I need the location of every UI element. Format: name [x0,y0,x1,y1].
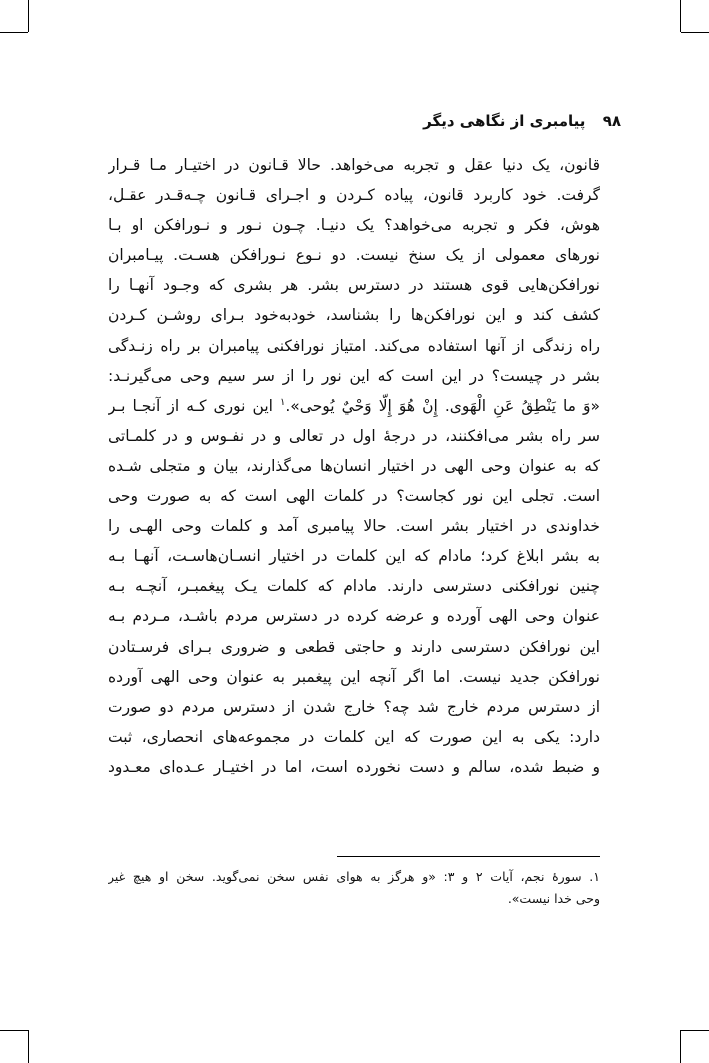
crop-mark-bottom-left [0,1030,28,1031]
body-line: نورهای معمولی از یک سنخ نیست. دو نـوع نـورافکن هسـت. پیـامبران [108,246,600,265]
body-line: که به عنوان وحی الهی در اختیار انسان‌ها می‌گذارند، بیان و متجلی شـده [108,456,600,475]
footnote-separator [337,856,600,857]
book-title: پیامبری از نگاهی دیگر [423,112,586,130]
body-text [108,150,600,782]
body-line: خداوندی در اختیار بشر است. حالا پیامبری آمد و کلمات وحی الهـی را [108,517,600,536]
body-line: سر راه بشر می‌افکنند، در درجهٔ اول در تعالی و در نفـوس و در کلمـاتی [108,426,600,445]
quran-quote: «وَ ما يَنْطِقُ عَنِ الْهَوى. إِنْ هُوَ إِلّا وَحْيٌ يُوحى». [285,396,600,415]
body-line: نورافکن جدید نیست. اما اگر آنچه این پیغمبر به عنوان وحی الهی آورده [108,667,600,686]
body-line-with-footnote [108,391,600,421]
body-line: بشر در چیست؟ در این است که این نور را از سر سیم وحی می‌گیرنـد: [108,366,600,385]
body-line: به بشر ابلاغ کرد؛ مادام که این کلمات در اختیار انسـان‌هاسـت، آنهـا بـه [108,547,600,566]
footnote-reference[interactable]: ۱ [280,396,286,408]
crop-mark-bottom-left [28,1030,29,1063]
body-line: است. تجلی این نور کجاست؟ در کلمات الهی است که به صورت وحی [108,487,600,506]
body-line: گرفت. خود کاربرد قانون، پیاده کـردن و اجـرای قـانون چـه‌قـدر عقـل، [108,186,600,205]
footnote-line: وحی خدا نیست». [507,891,600,906]
body-line: عنوان وحی الهی آورده و عرضه کرده در دسترس مردم باشـد، مـردم بـه [108,607,600,626]
crop-mark-top-left [28,0,29,32]
crop-mark-top-right [681,32,709,33]
running-header [423,112,621,130]
crop-mark-top-left [0,32,28,33]
body-line: دارد: یکی به این صورت که این کلمات در مجموعه‌های انحصاری، ثبت [108,727,600,746]
body-line: نورافکن‌هایی قوی هستند در دسترس بشر. هر بشری که وجـود آنهـا را [108,276,600,295]
body-line: کشف کند و این نورافکن‌ها را بشناسد، خودبه‌خود بـرای روشـن کـردن [108,306,600,325]
crop-mark-top-right [680,0,681,32]
quote-continuation: این نوری کـه از آنجـا بـر [108,396,273,415]
crop-mark-bottom-right [681,1030,709,1031]
footnote [108,866,600,910]
page-number: ۹۸ [602,112,621,130]
body-line: از دسترس مردم خارج شد چه؟ خارج شدن از دسترس مردم دو صورت [108,697,600,716]
body-line: چنین نورافکنی دسترسی دارند. مادام که کلمات یـک پیغمبـر، آنچـه بـه [108,577,600,596]
body-line: و ضبط شده، سالم و دست نخورده است، اما در اختیـار عـده‌ای معـدود [108,757,600,776]
crop-mark-bottom-right [680,1030,681,1063]
body-line: این نورافکن دسترسی دارند و حاجتی قطعی و ضروری بـرای فرسـتادن [108,637,600,656]
body-line: هوش، فکر و تجربه می‌خواهد؟ یک دنیـا. چـون نـور و نـورافکن او بـا [108,216,600,235]
body-line: راه زندگی از آنها استفاده می‌کند. امتیاز نورافکنی پیامبران بر راه زنـدگی [108,336,600,355]
footnote-line: ۱. سورهٔ نجم، آیات ۲ و ۳: «و هرگز به هوای نفس سخن نمی‌گوید. سخن او هیچ غیر [108,869,600,884]
body-line: قانون، یک دنیا عقل و تجربه می‌خواهد. حالا قـانون در اختیـار مـا قـرار [108,156,600,174]
